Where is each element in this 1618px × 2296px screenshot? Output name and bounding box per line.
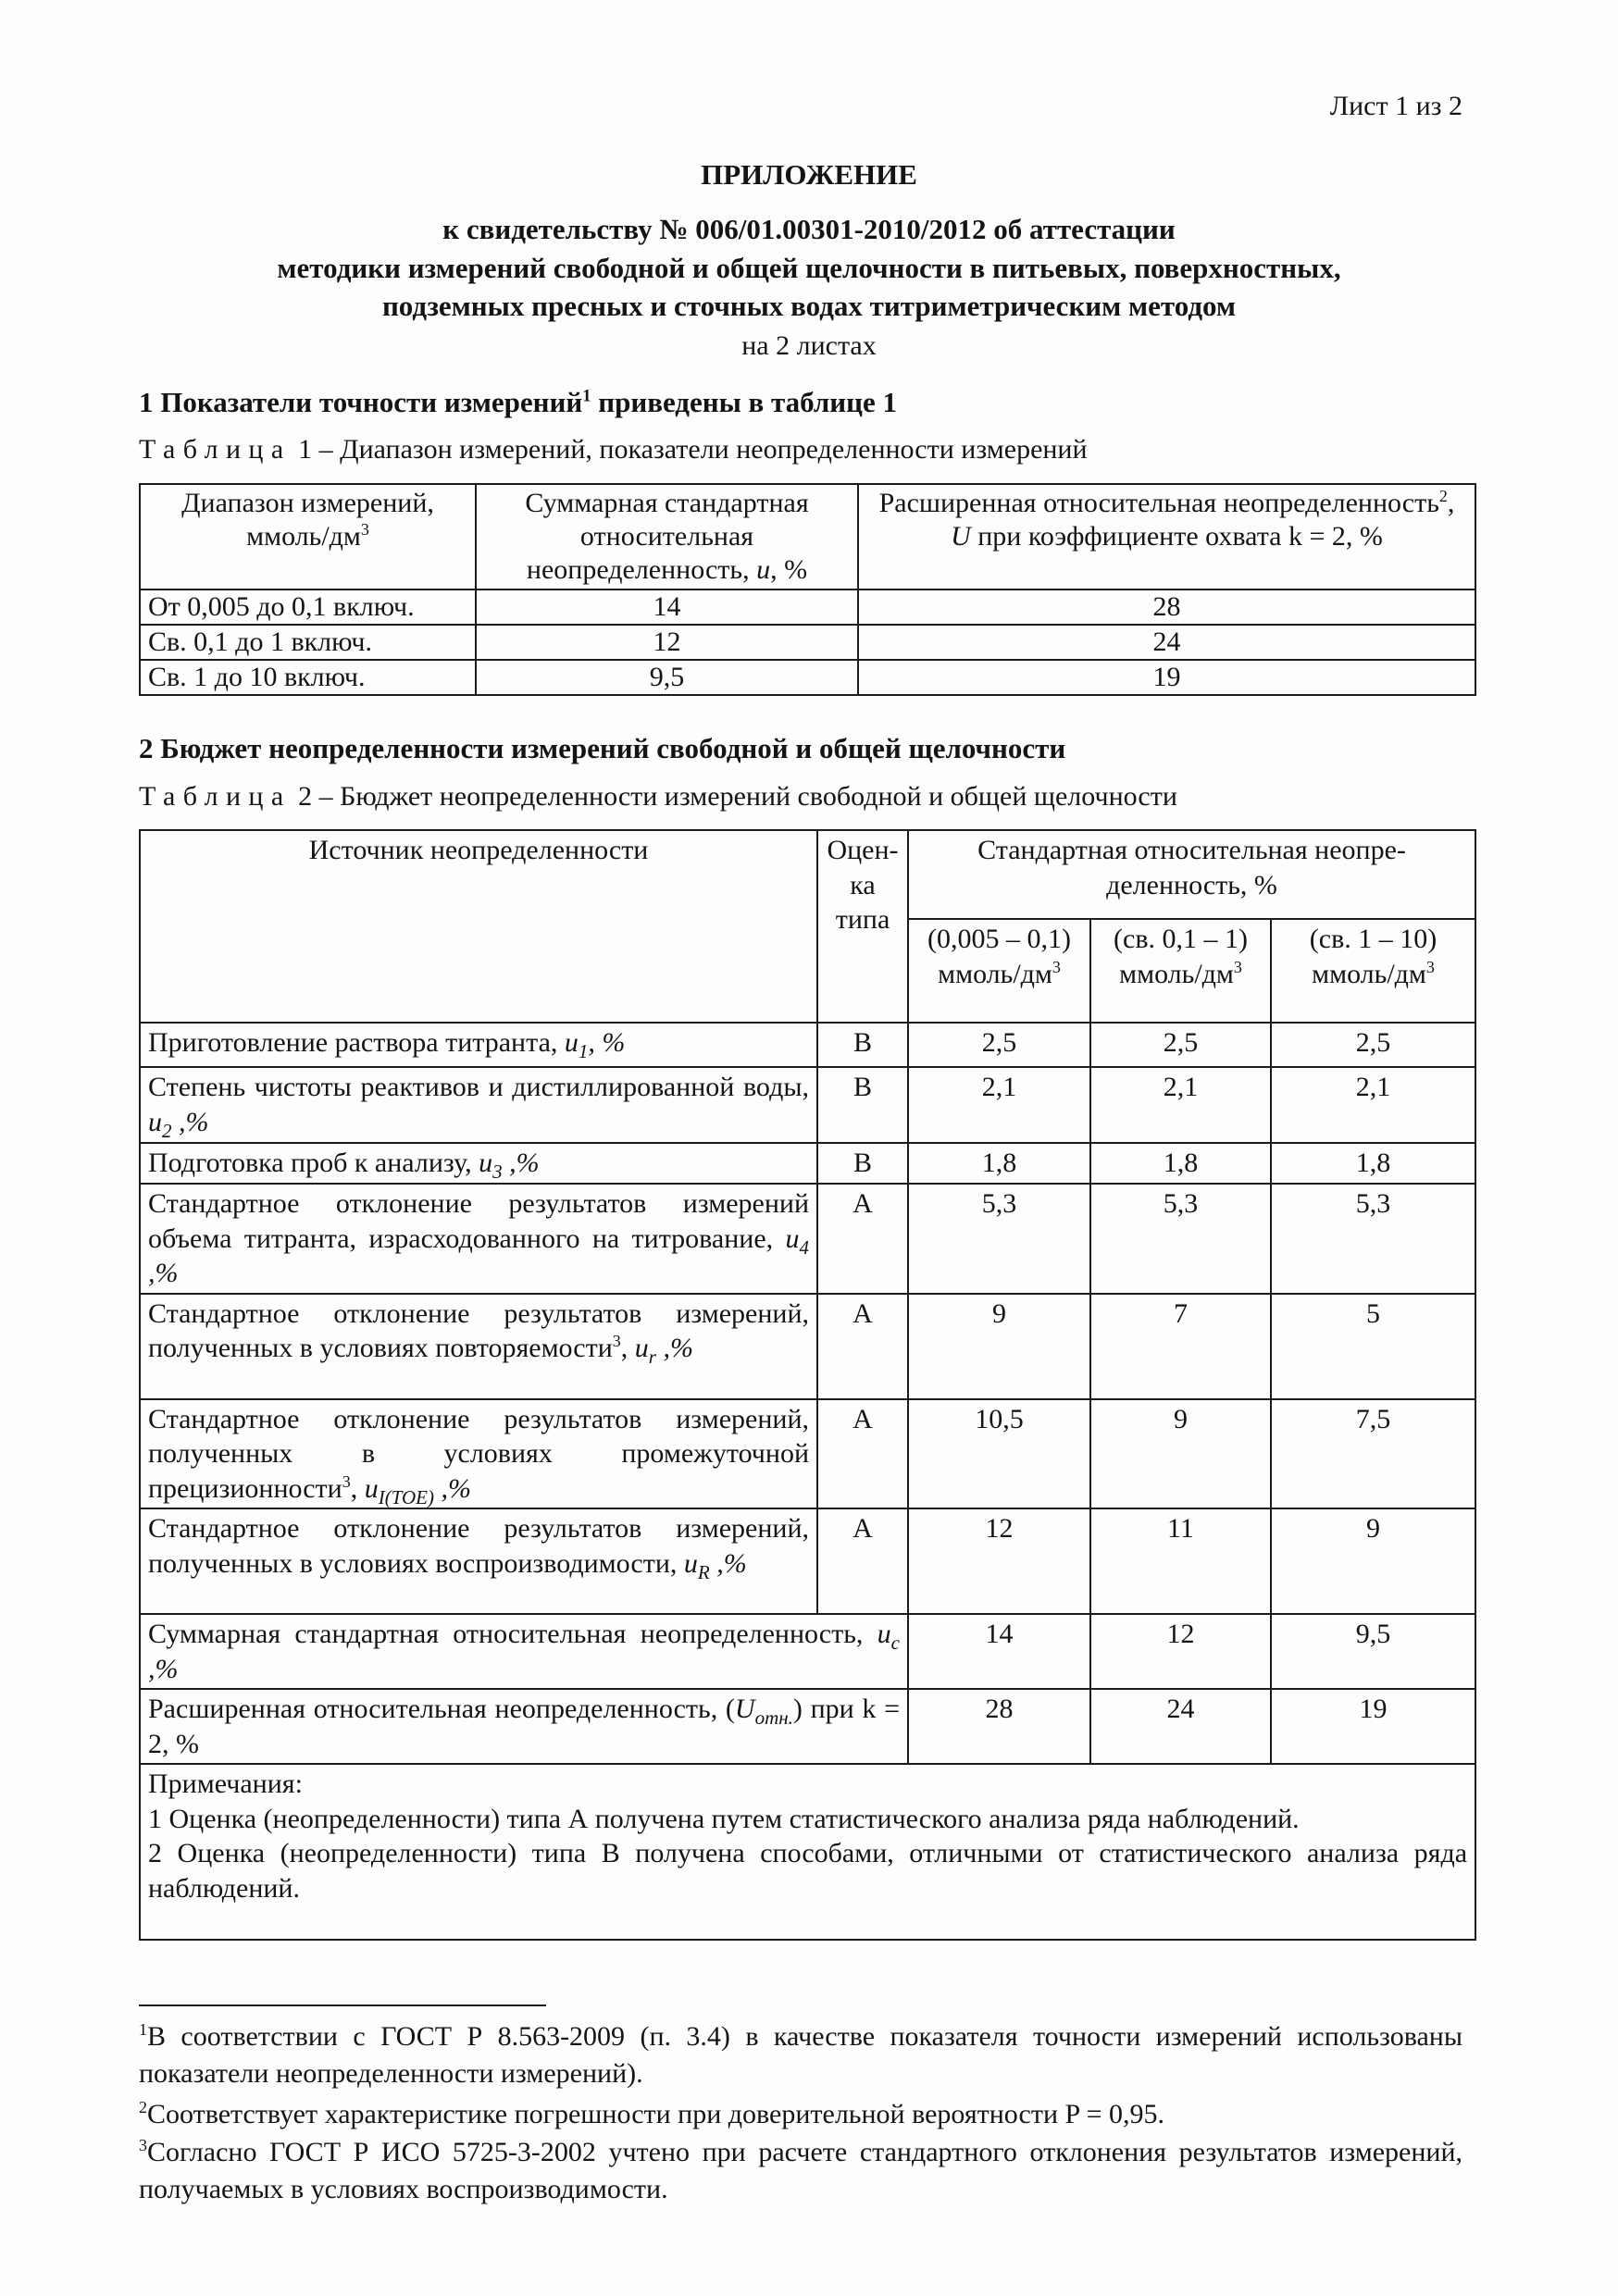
notes-heading: Примечания: — [148, 1769, 303, 1799]
value-cell: 28 — [908, 1689, 1090, 1764]
footnote-3 — [139, 2134, 1462, 2207]
source-unit: ,% — [502, 1148, 540, 1178]
value-cell: 10,5 — [908, 1399, 1090, 1509]
table-2-caption — [139, 780, 1177, 814]
value-cell: 2,1 — [908, 1067, 1090, 1143]
source-text: Приготовление раствора титранта, — [148, 1027, 565, 1058]
table-row — [140, 1399, 1475, 1509]
source-symbol-sub: I(TOE) — [378, 1485, 435, 1508]
type-cell: A — [817, 1294, 908, 1399]
expanded-value-cell: 28 — [858, 590, 1475, 625]
source-symbol: u — [479, 1148, 493, 1178]
type-cell: A — [817, 1508, 908, 1614]
table-1-header-combined — [476, 484, 858, 590]
table-1 — [139, 483, 1476, 696]
range-cell: Св. 0,1 до 1 включ. — [140, 625, 476, 660]
source-text: Подготовка проб к анализу, — [148, 1148, 479, 1178]
range-header-1 — [908, 919, 1090, 1023]
value-cell: 2,5 — [908, 1023, 1090, 1067]
table-1-caption — [139, 433, 1088, 467]
source-symbol: u — [785, 1222, 800, 1254]
footnote-number: 3 — [139, 2136, 147, 2154]
source-cell: Стандартное отклонение результатов измерений, полученных в условиях промежуточной прецизионности$^3$, $u_{I(TOE)}$ ,% — [140, 1399, 817, 1509]
type-cell: B — [817, 1023, 908, 1067]
appendix-title: ПРИЛОЖЕНИЕ — [701, 158, 917, 191]
value-cell: 11 — [1090, 1508, 1271, 1614]
value-cell: 2,1 — [1271, 1067, 1475, 1143]
footnote-ref-2: 2 — [1438, 487, 1448, 505]
table-row — [140, 1023, 1475, 1067]
source-symbol-sub: r — [648, 1346, 656, 1368]
footnote-2 — [139, 2096, 1462, 2133]
section-1-heading — [139, 385, 897, 420]
footnote-text: Согласно ГОСТ Р ИСО 5725-3-2002 учтено при расчете стандартного отклонения результатов измерений, получаемых в условиях воспроизводимости. — [139, 2137, 1462, 2204]
value-cell: 5 — [1271, 1294, 1475, 1399]
source-cell: Стандартное отклонение результатов измерений, полученных в условиях повторяемости$^3$, $u_r$ ,% — [140, 1294, 817, 1399]
footnote-divider — [139, 2004, 546, 2006]
header-expanded-text: Расширенная относительная неопределенность — [878, 488, 1439, 518]
range-header-sup: 3 — [1052, 957, 1061, 976]
note-2: 2 Оценка (неопределенности) типа В получена способами, отличными от статистического анализа ряда наблюдений. — [148, 1838, 1468, 1904]
subtitle-line-2: методики измерений свободной и общей щелочности в питьевых, поверхностных, — [277, 252, 1341, 284]
source-unit: , % — [588, 1027, 626, 1058]
table-2 — [139, 829, 1476, 1941]
value-cell: 7 — [1090, 1294, 1271, 1399]
range-header-label: (св. 0,1 – 1) ммоль/дм — [1114, 924, 1248, 989]
table-row-total — [140, 1614, 1475, 1689]
value-cell: 12 — [908, 1508, 1090, 1614]
table-row — [140, 660, 1475, 695]
combined-value-cell: 12 — [476, 625, 858, 660]
header-range-sup: 3 — [360, 520, 369, 539]
source-unit: ,% — [655, 1333, 693, 1363]
footnote-ref-1: 1 — [582, 386, 591, 406]
table-2-header-source: Источник неопределенности — [140, 830, 817, 1023]
source-cell — [140, 1508, 817, 1614]
value-cell: 2,5 — [1271, 1023, 1475, 1067]
expanded-text: Расширенная относительная неопределенность, ( — [148, 1694, 735, 1724]
table-1-caption-prefix: Таблица — [139, 434, 292, 465]
range-header-sup: 3 — [1425, 957, 1435, 976]
section-2-heading: 2 Бюджет неопределенности измерений свободной и общей щелочности — [139, 732, 1066, 764]
footnote-ref-3: 3 — [612, 1332, 621, 1350]
table-2-header-type: Оцен-ка типа — [817, 830, 908, 1023]
value-cell: 12 — [1090, 1614, 1271, 1689]
table-1-header-range — [140, 484, 476, 590]
source-symbol-sub: R — [697, 1560, 710, 1583]
range-header-2 — [1090, 919, 1271, 1023]
expanded-value-cell: 19 — [858, 660, 1475, 695]
source-unit: ,% — [709, 1547, 747, 1579]
table-row-expanded — [140, 1689, 1475, 1764]
header-range-text: Диапазон измерений, ммоль/дм — [181, 488, 434, 552]
sheet-label: Лист 1 из 2 — [1329, 91, 1462, 121]
value-cell: 19 — [1271, 1689, 1475, 1764]
footnote-ref-3: 3 — [342, 1471, 351, 1491]
source-text: Стандартное отклонение результатов измерений, полученных в условиях промежуточной прецизионности — [148, 1403, 809, 1504]
total-text: Суммарная стандартная относительная неопределенность, — [148, 1619, 877, 1649]
value-cell: 2,5 — [1090, 1023, 1271, 1067]
subtitle-line-1: к свидетельству № 006/01.00301-2010/2012 об аттестации — [442, 213, 1176, 245]
source-text: Стандартное отклонение результатов измерений, полученных в условиях воспроизводимости, — [148, 1513, 809, 1579]
total-unit: ,% — [148, 1653, 179, 1684]
footnote-1 — [139, 2018, 1462, 2091]
value-cell: 9 — [1271, 1508, 1475, 1614]
table-1-header-expanded — [858, 484, 1475, 590]
footnote-text: В соответствии с ГОСТ Р 8.563-2009 (п. 3.4) в качестве показателя точности измерений использованы показатели неопределенности измерений). — [139, 2021, 1462, 2089]
range-header-sup: 3 — [1233, 957, 1242, 976]
table-row — [140, 1143, 1475, 1184]
source-symbol-sub: 3 — [492, 1160, 503, 1183]
table-2-caption-text: 2 – Бюджет неопределенности измерений свободной и общей щелочности — [291, 781, 1177, 812]
source-symbol: u — [148, 1106, 162, 1137]
table-1-caption-text: 1 – Диапазон измерений, показатели неопределенности измерений — [291, 434, 1088, 465]
source-symbol-sub: 2 — [162, 1119, 172, 1142]
combined-value-cell: 9,5 — [476, 660, 858, 695]
value-cell: 2,1 — [1090, 1067, 1271, 1143]
table-row — [140, 590, 1475, 625]
header-expanded-sep: , — [1447, 488, 1455, 518]
section-1-text-after: приведены в таблице 1 — [591, 386, 898, 418]
footnote-text: Соответствует характеристике погрешности при доверительной вероятности P = 0,95. — [147, 2099, 1165, 2129]
expanded-source-cell — [140, 1689, 908, 1764]
expanded-text-after: ) при k = 2, % — [148, 1694, 900, 1759]
source-cell — [140, 1184, 817, 1294]
type-cell: A — [817, 1184, 908, 1294]
value-cell: 9,5 — [1271, 1614, 1475, 1689]
source-symbol-sub: 1 — [578, 1040, 589, 1062]
total-symbol: u — [877, 1619, 891, 1649]
table-row — [140, 1508, 1475, 1614]
type-cell: B — [817, 1143, 908, 1184]
source-symbol: u — [564, 1027, 579, 1058]
range-cell: От 0,005 до 0,1 включ. — [140, 590, 476, 625]
table-row — [140, 1184, 1475, 1294]
source-unit: ,% — [148, 1258, 179, 1288]
value-cell: 9 — [1090, 1399, 1271, 1509]
source-symbol: u — [683, 1547, 698, 1579]
value-cell: 5,3 — [1090, 1184, 1271, 1294]
type-cell: B — [817, 1067, 908, 1143]
sheets-count: на 2 листах — [741, 330, 877, 361]
type-cell: A — [817, 1399, 908, 1509]
table-2-caption-prefix: Таблица — [139, 781, 292, 812]
range-header-label: (св. 1 – 10) ммоль/дм — [1309, 924, 1438, 989]
header-expanded-text-2: при коэффициенте охвата k = 2, % — [970, 521, 1383, 552]
combined-value-cell: 14 — [476, 590, 858, 625]
source-text: Стандартное отклонение результатов измерений объема титранта, израсходованного на титрование, — [148, 1188, 809, 1254]
expanded-symbol-sub: отн. — [754, 1706, 793, 1729]
source-symbol: u — [364, 1472, 379, 1504]
total-source-cell — [140, 1614, 908, 1689]
footnote-number: 1 — [139, 2020, 147, 2039]
value-cell: 1,8 — [1090, 1143, 1271, 1184]
expanded-symbol: U — [734, 1694, 755, 1724]
value-cell: 5,3 — [908, 1184, 1090, 1294]
value-cell: 7,5 — [1271, 1399, 1475, 1509]
note-1: 1 Оценка (неопределенности) типа А получена путем статистического анализа ряда наблюдений. — [148, 1803, 1300, 1834]
table-2-header-row — [140, 830, 1475, 919]
header-combined-text: Суммарная стандартная относительная неопределенность, — [525, 488, 809, 585]
source-symbol: u — [634, 1333, 649, 1363]
source-cell — [140, 1067, 817, 1143]
total-symbol-sub: c — [890, 1632, 900, 1654]
header-expanded-symbol: U — [951, 521, 971, 552]
source-unit: ,% — [171, 1106, 209, 1137]
range-cell: Св. 1 до 10 включ. — [140, 660, 476, 695]
source-text: Степень чистоты реактивов и дистиллированной воды, — [148, 1072, 809, 1102]
footnote-number: 2 — [139, 2098, 147, 2116]
range-header-3 — [1271, 919, 1475, 1023]
header-combined-symbol: u — [756, 554, 771, 585]
value-cell: 9 — [908, 1294, 1090, 1399]
value-cell: 1,8 — [1271, 1143, 1475, 1184]
source-text: Стандартное отклонение результатов измерений, полученных в условиях повторяемости — [148, 1297, 809, 1363]
source-unit: ,% — [434, 1472, 472, 1504]
source-symbol-sub: 4 — [799, 1235, 809, 1259]
source-cell — [140, 1023, 817, 1067]
table-1-header-row — [140, 484, 1475, 590]
table-row — [140, 1067, 1475, 1143]
header-combined-unit: , % — [770, 554, 808, 585]
value-cell: 1,8 — [908, 1143, 1090, 1184]
table-notes-row — [140, 1764, 1475, 1940]
table-row — [140, 1294, 1475, 1399]
value-cell: 14 — [908, 1614, 1090, 1689]
range-header-label: (0,005 – 0,1) ммоль/дм — [927, 924, 1071, 989]
section-1-text: 1 Показатели точности измерений — [139, 386, 583, 418]
expanded-value-cell: 24 — [858, 625, 1475, 660]
table-2-header-std: Стандартная относительная неопре-деленность, % — [908, 830, 1475, 919]
value-cell: 5,3 — [1271, 1184, 1475, 1294]
table-row — [140, 625, 1475, 660]
subtitle-line-3: подземных пресных и сточных водах титриметрическим методом — [381, 290, 1237, 322]
value-cell: 24 — [1090, 1689, 1271, 1764]
source-cell — [140, 1143, 817, 1184]
notes-cell — [140, 1764, 1475, 1940]
